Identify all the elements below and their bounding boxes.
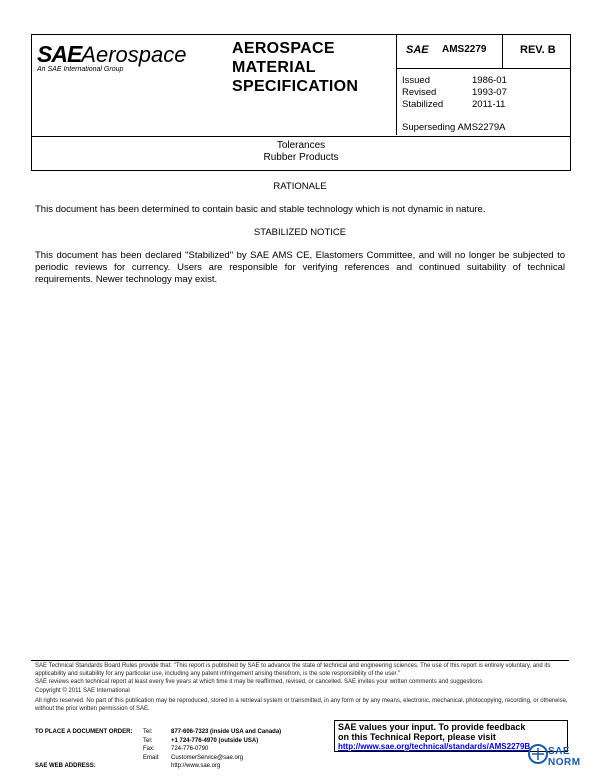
sae-aerospace-logo [37, 41, 197, 73]
date-value: 1993-07 [472, 87, 507, 98]
feedback-text: on this Technical Report, please visit [338, 732, 496, 742]
title-line: MATERIAL [232, 59, 316, 76]
sae-mini-logo: SAE [406, 44, 429, 56]
date-label: Issued [402, 75, 430, 86]
contact-label: Tel: [143, 729, 153, 735]
divider [396, 68, 570, 69]
logo-aerospace-text: Aerospace [81, 42, 187, 67]
divider [502, 35, 503, 68]
watermark-text: SAE NORM [548, 746, 581, 768]
subject-line: Tolerances [276, 140, 326, 151]
title-line: AEROSPACE [232, 40, 335, 57]
contact-value: 877-606-7323 (inside USA and Canada) [171, 729, 282, 735]
header-box [31, 34, 571, 137]
title-line: SPECIFICATION [232, 78, 359, 95]
stabilized-heading: STABILIZED NOTICE [253, 227, 347, 238]
contact-label: Fax: [143, 746, 155, 752]
copyright: Copyright © 2011 SAE International [35, 688, 130, 694]
date-row [402, 87, 542, 99]
web-label: SAE WEB ADDRESS: [35, 763, 96, 769]
website-link[interactable]: http://www.sae.org [171, 763, 221, 769]
revision-label: REV. B [520, 44, 556, 56]
footer-disclaimer: SAE Technical Standards Board Rules provide that: "This report is published by SAE to advance the state of technical and engineering sciences. The use of this report is entirely voluntary, and its applicability and suitability for any particular use, including any patent infringement arising therefrom, is the sole responsibility of the user." [35, 663, 551, 677]
document-subject [32, 140, 570, 164]
contact-label [143, 762, 171, 771]
date-row [402, 75, 542, 87]
footer-divider [31, 660, 569, 661]
document-number: AMS2279 [442, 44, 487, 55]
date-block [402, 75, 542, 111]
superseding-note: Superseding AMS2279A [402, 122, 506, 133]
contact-label: Tel: [143, 737, 153, 744]
date-value: 2011-11 [472, 99, 506, 110]
document-type-title [232, 39, 358, 96]
feedback-text: SAE values your input. To provide feedback [338, 722, 526, 732]
date-value: 1986-01 [472, 75, 507, 86]
subject-line: Rubber Products [263, 152, 339, 163]
order-label: TO PLACE A DOCUMENT ORDER: [35, 729, 133, 735]
contact-value[interactable]: CustomerService@sae.org [171, 754, 244, 761]
feedback-link[interactable]: http://www.sae.org/technical/standards/AMS2279B [338, 742, 531, 751]
subject-box [31, 135, 571, 171]
divider [396, 35, 397, 135]
logo-subtitle: An SAE International Group [37, 66, 124, 73]
contact-value: 724-776-0790 [171, 746, 209, 752]
stabilized-text: This document has been declared "Stabilized" by SAE AMS CE, Elastomers Committee, and will no longer be subjected to periodic reviews for currency. Users are responsible for verifying references and continued suitability of technical requirements. Newer technology may exist. [35, 250, 565, 285]
contact-label: Email: [143, 754, 160, 761]
rationale-text: This document has been determined to contain basic and stable technology which is not dynamic in nature. [35, 204, 486, 215]
date-label: Stabilized [402, 99, 444, 110]
rationale-heading: RATIONALE [273, 181, 327, 192]
footer-review-note: SAE reviews each technical report at least every five years at which time it may be reaffirmed, revised, or cancelled. SAE invites your written comments and suggestions. [35, 679, 484, 685]
contact-info [35, 728, 331, 771]
logo-sae-text: SAE [37, 41, 82, 67]
rights-notice: All rights reserved. No part of this publication may be reproduced, stored in a retrieval system or transmitted, in any form or by any means, electronic, mechanical, photocopying, recording, or otherwise, without the prior written permission of SAE. [35, 698, 568, 712]
date-label: Revised [402, 87, 437, 98]
contact-value: +1 724-776-4970 (outside USA) [171, 737, 259, 744]
date-row [402, 99, 542, 111]
